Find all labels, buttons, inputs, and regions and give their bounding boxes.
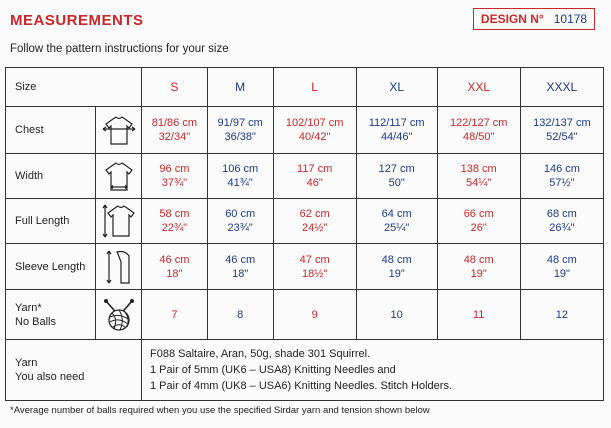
yarn-info-label-line1: Yarn: [15, 357, 38, 369]
size-xl: XL: [356, 68, 437, 107]
yarn-balls-l: 9: [273, 290, 356, 340]
yarn-balls-s: 7: [142, 290, 208, 340]
sleeve-xl-in: 19": [388, 267, 405, 280]
footnote: *Average number of balls required when you use the specified Sirdar yarn and tension shown below: [10, 405, 430, 416]
page-title: MEASUREMENTS: [10, 12, 144, 29]
sleeve-l-in: 18½": [301, 267, 328, 280]
full-length-xxxl-cm: 68 cm: [546, 208, 577, 220]
chest-xxxl-cm: 132/137 cm: [533, 117, 591, 129]
yarn-info-label: [6, 340, 142, 401]
width-xl-in: 50": [388, 177, 405, 189]
measurements-table: [5, 67, 604, 401]
chest-l-cm: 102/107 cm: [285, 117, 344, 129]
full-length-icon: [96, 199, 142, 244]
yarn-balls-xxl: 11: [437, 290, 520, 340]
yarn-balls-xl: 10: [356, 290, 437, 340]
sleeve-length-icon: [96, 244, 142, 290]
chest-s-cm: 81/86 cm: [151, 117, 198, 129]
full-length-s-in: 22¾": [161, 222, 188, 234]
full-length-label: Full Length: [6, 199, 96, 244]
full-length-m-in: 23¾": [227, 222, 253, 234]
chest-m-cm: 91/97 cm: [217, 117, 263, 129]
size-m: M: [207, 68, 273, 107]
chest-l-in: 40/42": [298, 131, 331, 143]
full-length-s-cm: 58 cm: [159, 208, 190, 220]
width-s-in: 37¾": [161, 177, 188, 189]
yarn-balls-label-line1: Yarn*: [15, 301, 42, 314]
full-length-xl-in: 25¼": [384, 222, 410, 234]
size-l: L: [273, 68, 356, 107]
size-xxl: XXL: [437, 68, 520, 107]
yarn-info-line3: 1 Pair of 4mm (UK8 – USA6) Knitting Needles. Stitch Holders.: [150, 380, 453, 392]
sleeve-s-in: 18": [166, 267, 183, 280]
sleeve-length-row: [6, 244, 604, 290]
chest-xl-in: 44/46": [380, 131, 413, 143]
chest-m-in: 36/38": [224, 131, 256, 143]
yarn-balls-label: [6, 290, 96, 340]
sleeve-xxl-cm: 48 cm: [463, 253, 494, 266]
chest-s-in: 32/34": [158, 131, 191, 143]
width-m-in: 41¾": [227, 177, 253, 189]
yarn-info-text: [142, 340, 604, 401]
full-length-xxxl-in: 26¾": [549, 222, 575, 234]
width-xl-cm: 127 cm: [378, 163, 415, 175]
chest-xxl-cm: 122/127 cm: [449, 117, 508, 129]
sleeve-m-cm: 46 cm: [225, 253, 256, 266]
size-header-row: [6, 68, 604, 107]
sleeve-m-in: 18": [232, 267, 249, 280]
width-xxxl-in: 57½": [549, 177, 575, 189]
yarn-info-label-line2: You also need: [15, 371, 85, 383]
width-xxxl-cm: 146 cm: [543, 163, 580, 175]
yarn-balls-label-line2: No Balls: [15, 315, 56, 328]
width-m-cm: 106 cm: [222, 163, 259, 175]
width-icon: [96, 154, 142, 199]
design-number-box: [473, 8, 595, 30]
yarn-info-line2: 1 Pair of 5mm (UK6 – USA8) Knitting Needles and: [150, 364, 396, 376]
full-length-l-in: 24½": [301, 222, 328, 234]
width-l-cm: 117 cm: [297, 163, 333, 175]
width-row: [6, 154, 604, 199]
sleeve-xxxl-cm: 48 cm: [546, 253, 577, 266]
full-length-xxl-in: 26": [470, 222, 487, 234]
full-length-xxl-cm: 66 cm: [463, 208, 494, 220]
sleeve-l-cm: 47 cm: [299, 253, 330, 266]
yarn-balls-m: 8: [207, 290, 273, 340]
full-length-row: [6, 199, 604, 244]
width-l-in: 46": [306, 177, 323, 189]
yarn-ball-icon: [96, 290, 142, 340]
yarn-balls-xxxl: 12: [520, 290, 603, 340]
sleeve-xxxl-in: 19": [553, 267, 570, 280]
design-number: 10178: [553, 12, 588, 26]
chest-row: [6, 107, 604, 154]
yarn-info-row: [6, 340, 604, 401]
chest-icon: [96, 107, 142, 154]
chest-label: Chest: [6, 107, 96, 154]
chest-xl-cm: 112/117 cm: [368, 117, 425, 129]
full-length-m-cm: 60 cm: [225, 208, 256, 220]
size-xxxl: XXXL: [520, 68, 603, 107]
full-length-xl-cm: 64 cm: [381, 208, 412, 220]
design-label: DESIGN N°: [480, 12, 544, 26]
sleeve-xxl-in: 19": [470, 267, 487, 280]
chest-xxl-in: 48/50": [462, 131, 495, 143]
sleeve-length-label: Sleeve Length: [6, 244, 96, 290]
width-xxl-in: 54¼": [466, 177, 492, 189]
chest-xxxl-in: 52/54": [546, 131, 578, 143]
size-label: Size: [6, 68, 142, 107]
yarn-balls-row: [6, 290, 604, 340]
width-label: Width: [6, 154, 96, 199]
width-xxl-cm: 138 cm: [460, 163, 497, 175]
intro-text: Follow the pattern instructions for your size: [10, 43, 229, 55]
sleeve-xl-cm: 48 cm: [381, 253, 412, 266]
width-s-cm: 96 cm: [159, 163, 190, 175]
sleeve-s-cm: 46 cm: [159, 253, 190, 266]
full-length-l-cm: 62 cm: [299, 208, 330, 220]
size-s: S: [142, 68, 208, 107]
yarn-info-line1: F088 Saltaire, Aran, 50g, shade 301 Squirrel.: [150, 348, 371, 360]
